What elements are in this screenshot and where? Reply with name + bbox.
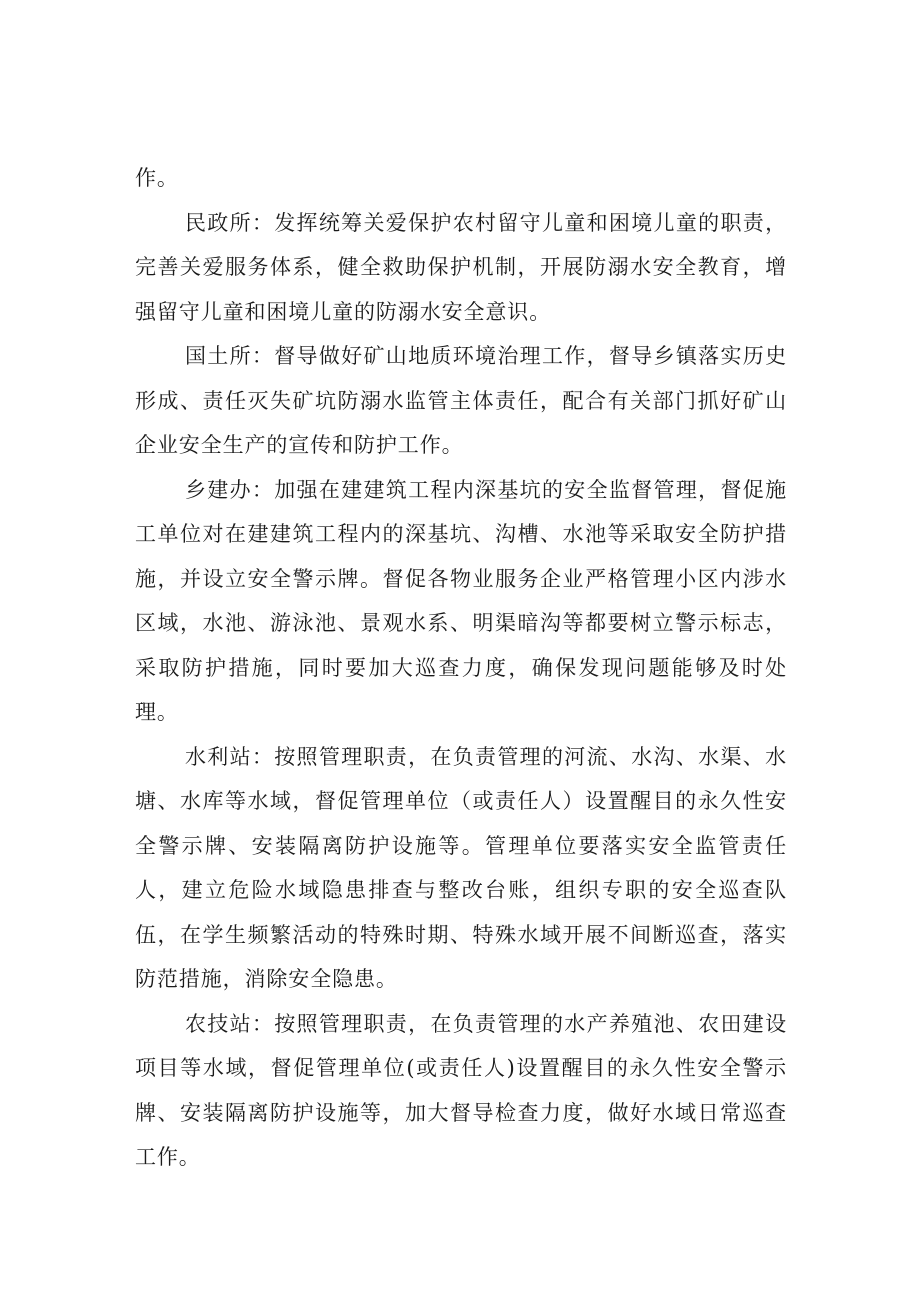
paragraph-civil-affairs: 民政所：发挥统筹关爱保护农村留守儿童和困境儿童的职责，完善关爱服务体系，健全救助保护机制，开展防溺水安全教育，增强留守儿童和困境儿童的防溺水安全意识。 bbox=[135, 210, 787, 324]
paragraph-agri-tech: 农技站：按照管理职责，在负责管理的水产养殖池、农田建设项目等水域，督促管理单位(或责任人)设置醒目的永久性安全警示牌、安装隔离防护设施等，加大督导检查力度，做好水域日常巡查工作。 bbox=[135, 1011, 787, 1169]
paragraph-land-resources: 国土所：督导做好矿山地质环境治理工作，督导乡镇落实历史形成、责任灭失矿坑防溺水监管主体责任，配合有关部门抓好矿山企业安全生产的宣传和防护工作。 bbox=[135, 344, 787, 457]
paragraph-continuation: 作。 bbox=[135, 166, 179, 190]
paragraph-township-construction: 乡建办：加强在建建筑工程内深基坑的安全监督管理，督促施工单位对在建建筑工程内的深基坑、沟槽、水池等采取安全防护措施，并设立安全警示牌。督促各物业服务企业严格管理小区内涉水区域，水池、游泳池、景观水系、明渠暗沟等都要树立警示标志，采取防护措施，同时要加大巡查力度，确保发现问题能够及时处理。 bbox=[135, 477, 787, 724]
paragraph-water-conservancy: 水利站：按照管理职责，在负责管理的河流、水沟、水渠、水塘、水库等水域，督促管理单位（或责任人）设置醒目的永久性安全警示牌、安装隔离防护设施等。管理单位要落实安全监管责任人，建立危险水域隐患排查与整改台账，组织专职的安全巡查队伍，在学生频繁活动的特殊时期、特殊水域开展不间断巡查，落实防范措施，消除安全隐患。 bbox=[135, 744, 787, 991]
document-body bbox=[135, 156, 787, 1180]
